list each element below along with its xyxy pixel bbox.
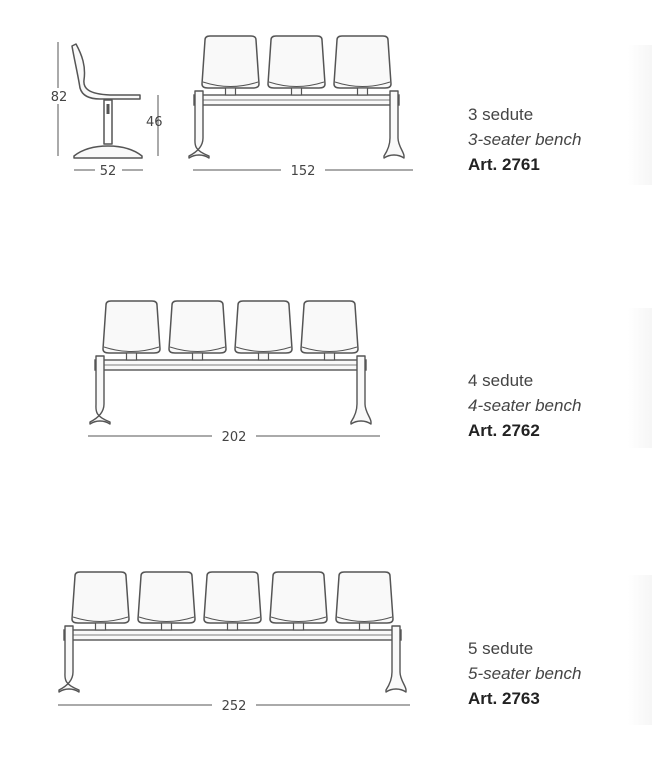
seat-bracket — [228, 623, 238, 630]
bench-label-block — [468, 636, 581, 711]
article-number: Art. 2762 — [468, 421, 540, 440]
dim-label-height: 82 — [50, 90, 68, 105]
dim-label-bench-width: 252 — [221, 699, 247, 714]
seat-bracket — [292, 88, 302, 95]
seat-count-label: 3 sedute — [468, 105, 534, 124]
bench-label-block — [468, 368, 581, 443]
dim-label-bench-width: 152 — [290, 164, 316, 179]
chair-side-base — [74, 146, 142, 158]
bench-3-seater — [189, 36, 413, 179]
bench-5-seater — [58, 572, 410, 714]
bench-seat-shell — [204, 572, 261, 623]
seat-count-label: 4 sedute — [468, 371, 534, 390]
bench-4-seater — [88, 301, 380, 445]
seat-bracket — [226, 88, 236, 95]
seat-bracket — [193, 353, 203, 360]
seat-bracket — [360, 623, 370, 630]
dim-label-seat-height: 46 — [146, 115, 163, 130]
article-number: Art. 2763 — [468, 689, 540, 708]
bench-seat-shell — [103, 301, 160, 353]
chair-side-view — [72, 44, 142, 158]
seat-count-label: 5 sedute — [468, 639, 534, 658]
seat-bracket — [259, 353, 269, 360]
bench-seat-shell — [72, 572, 129, 623]
bench-seat-shell — [268, 36, 325, 88]
bench-seat-shell — [169, 301, 226, 353]
seat-bracket — [162, 623, 172, 630]
article-number: Art. 2761 — [468, 155, 540, 174]
bench-seat-shell — [336, 572, 393, 623]
seat-bracket — [294, 623, 304, 630]
bench-seat-shell — [235, 301, 292, 353]
dim-label-width: 52 — [99, 164, 117, 179]
dim-label-bench-width: 202 — [221, 430, 247, 445]
bench-seat-shell — [334, 36, 391, 88]
chair-side-shell — [72, 44, 140, 99]
seat-bracket — [96, 623, 106, 630]
seat-count-label-en: 4-seater bench — [468, 396, 582, 415]
seat-count-label-en: 5-seater bench — [468, 664, 582, 683]
bench-seat-shell — [138, 572, 195, 623]
bench-seat-shell — [270, 572, 327, 623]
seat-bracket — [358, 88, 368, 95]
bench-seat-shell — [301, 301, 358, 353]
seat-bracket — [127, 353, 137, 360]
bench-seat-shell — [202, 36, 259, 88]
bench-label-block — [468, 102, 581, 177]
seat-bracket — [325, 353, 335, 360]
seat-count-label-en: 3-seater bench — [468, 130, 582, 149]
